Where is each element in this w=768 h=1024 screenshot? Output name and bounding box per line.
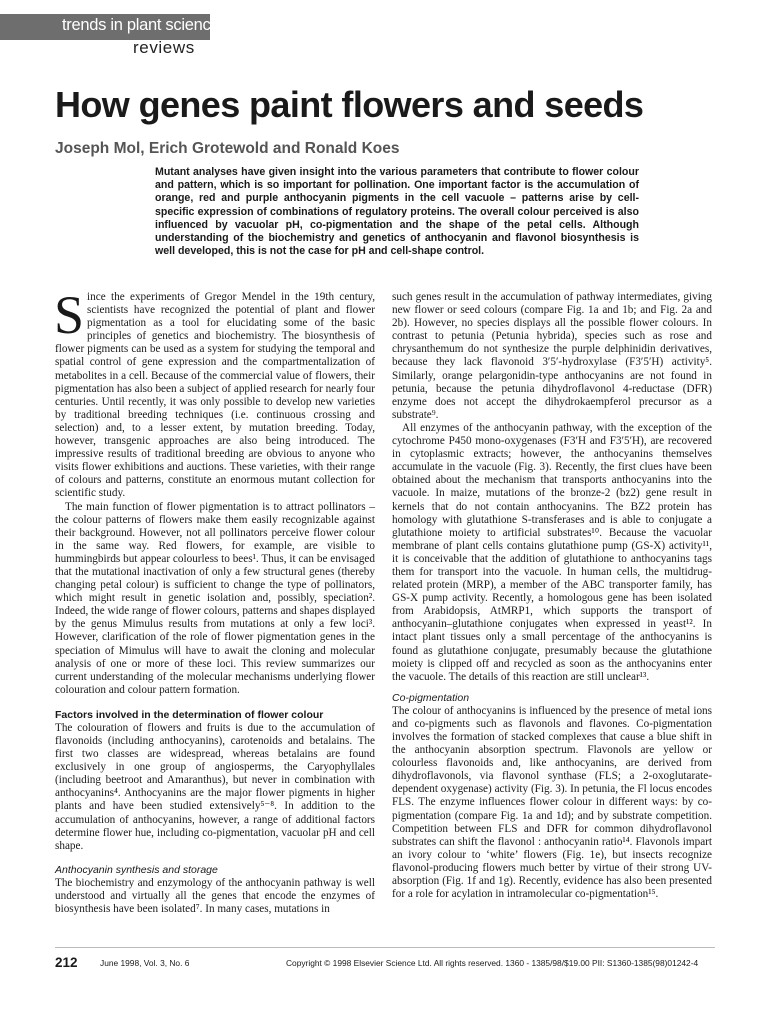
drop-cap: S xyxy=(54,285,85,345)
body-paragraph: The colouration of flowers and fruits is due to the accumulation of flavonoids (including anthocyanins), carotenoids and betalains. The first two classes are widespread, whereas betalains are found exclusively in one group of angiosperms, the Caryophyllales (including beetroot and Amaranthus), but never in combination with anthocyanins⁴. Anthocyanins are the major flower pigments in higher plants and have been studied extensively⁵⁻⁸. In addition to the accumulation of anthocyanins, however, a range of additional factors determine flower hue, including co-pigmentation, vacuolar pH and cell shape. xyxy=(55,721,375,852)
article-title: How genes paint flowers and seeds xyxy=(55,84,644,125)
page-number: 212 xyxy=(55,955,78,970)
body-column-right xyxy=(392,291,712,901)
copyright-notice: Copyright © 1998 Elsevier Science Ltd. All rights reserved. 1360 - 1385/98/$19.00 PII: S1360-1385(98)01242-4 xyxy=(286,958,699,968)
subsection-heading: Co-pigmentation xyxy=(392,691,470,704)
intro-paragraph xyxy=(54,285,375,501)
issue-info: June 1998, Vol. 3, No. 6 xyxy=(100,958,190,968)
body-paragraph: All enzymes of the anthocyanin pathway, with the exception of the cytochrome P450 mono-oxygenases (F3′H and F3′5′H), are recovered in cytoplasmic extracts; however, the anthocyanins themselves accumulate in the vacuole (Fig. 3). Recently, the first clues have been obtained about the mechanism that transports anthocyanins into the vacuole. In maize, mutations of the bronze-2 (bz2) gene result in kernels that do not contain anthocyanins. The BZ2 protein has homology with glutathione S-transferases and is able to conjugate a glutathione moiety to artificial substrates¹⁰. Because the vacuolar membrane of plant cells contains glutathione pump (GS-X) activity¹¹, it is conceivable that the addition of glutathione to anthocyanins tags them for transport into the vacuole. In human cells, the multidrug-related protein (MRP), a member of the ABC transporter family, has GS-X pump activity. Recently, a homologous gene has been isolated from Arabidopsis, AtMRP1, which supports the transport of anthocyanin–glutathione conjugates when expressed in yeast¹². In intact plant tissues only a small percentage of the anthocyanins is found as glutathione conjugate, presumably because the glutathione moiety is clipped off and recycled as soon as the anthocyanins enter the vacuole. The details of this reaction are still unclear¹³. xyxy=(392,421,712,683)
article-abstract: Mutant analyses have given insight into the various parameters that contribute to flower colour and pattern, which is so important for pollination. One important factor is the accumulation of orange, red and purple anthocyanin pigments in the cell vacuole – patterns arise by cell-specific expression of combinations of regulatory proteins. The overall colour perceived is also influenced by vacuolar pH, co-pigmentation and the shape of the petal cells. Although understanding of the biochemistry and genetics of anthocyanin and flavonol biosynthesis is well developed, this is not the case for pH and cell-shape control. xyxy=(155,166,639,258)
body-column-left xyxy=(54,285,375,916)
body-paragraph: The colour of anthocyanins is influenced by the presence of metal ions and co-pigments such as flavonols and flavones. Co-pigmentation involves the formation of stacked complexes that cause a blue shift in the anthocyanin absorption spectrum. Flavonols are yellow or colourless flavonoids and, like anthocyanins, are derived from dihydroflavonols, via flavonol synthase (FLS; a 2-oxoglutarate-dependent oxygenase) activity (Fig. 3). In petunia, the Fl locus encodes FLS. The enzyme influences flower colour in different ways: by co-pigmentation (compare Fig. 1a and 1d); and by substrate competition. Competition between FLS and DFR for common dihydroflavonol substrates can shift the flavonol : anthocyanin ratio¹⁴. Flavonols impart an ivory colour to ‘white’ flowers (Fig. 1e), but insects recognize flavonol-producing flowers much better by virtue of their strong UV-absorption (Fig. 1f and 1g). Recently, evidence has also been presented for a role for acylation in intramolecular co-pigmentation¹⁵. xyxy=(392,704,712,901)
section-heading: Factors involved in the determination of flower colour xyxy=(55,708,324,721)
body-paragraph: The main function of flower pigmentation is to attract pollinators – the colour patterns of flowers make them easily recognizable against their background. However, not all pollinators perceive flower colour in the same way. Red flowers, for example, are visible to hummingbirds but appear colourless to bees¹. Thus, it can be envisaged that the mutational inactivation of only a few structural genes (thereby changing petal colour) is sufficient to change the type of pollinators, which might result in genetic isolation and, possibly, speciation². Indeed, the wide range of flower colours, patterns and shapes displayed by the genus Mimulus results from mutations at only a few loci³. However, clarification of the role of flower pigmentation genes in the speciation of Mimulus will have to await the cloning and molecular analysis of one or more of these loci. This review summarizes our current understanding of the molecular mechanisms underlying flower colouration and colour pattern formation. xyxy=(55,500,375,696)
subsection-heading: Anthocyanin synthesis and storage xyxy=(55,863,218,876)
section-label: reviews xyxy=(133,38,195,57)
body-paragraph: The biochemistry and enzymology of the anthocyanin pathway is well understood and virtually all the genes that encode the enzymes of biosynthesis have been isolated⁷. In many cases, mutations in xyxy=(55,876,375,916)
footer-rule xyxy=(55,947,715,948)
body-paragraph: such genes result in the accumulation of pathway intermediates, giving new flower or seed colours (compare Fig. 1a and 1b; and Fig. 2a and 2b). However, no species displays all the possible flower colours. In contrast to petunia (Petunia hybrida), species such as rose and chrysanthemum do not synthesize the purple delphinidin derivatives, because they lack flavonoid 3′5′-hydroxylase (F3′5′H) activity⁵. Similarly, orange pelargonidin-type anthocyanins are not found in petunia, because the petunia dihydroflavonol 4-reductase (DFR) enzyme does not accept the dihydrokaempferol precursor as a substrate⁹. xyxy=(392,291,712,421)
journal-name: trends in plant science xyxy=(62,16,220,34)
intro-paragraph-text: ince the experiments of Gregor Mendel in the 19th century, scientists have recognized the potential of plant and flower pigmentation as a tool for elucidating some of the basic principles of genetics and biochemistry. The biosynthesis of flower pigments can be used as a system for studying the temporal and spatial control of gene expression and the compartmentalization of metabolites in a cell. Because of the commercial value of flowers, their pigmentation has also been a subject of applied research for nearly four centuries. Until recently, it was only possible to develop new varieties by traditional breeding techniques (i.e. continuous crossing and selection) and, to a lesser extent, by mutation breeding. Today, however, transgenic approaches are also being introduced. The impressive results of traditional breeding are obvious to anyone who visits flower exhibitions and auctions. These varieties, with their range of colours and patterns, constitute an enormous mutant collection for scientific study. xyxy=(55,291,375,500)
article-authors: Joseph Mol, Erich Grotewold and Ronald Koes xyxy=(55,140,400,157)
